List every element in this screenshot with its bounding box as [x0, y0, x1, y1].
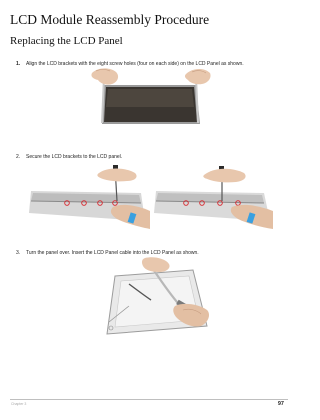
step-text: Turn the panel over. Insert the LCD Panel cable into the LCD Panel as shown.	[26, 250, 199, 256]
footer-chapter: Chapter 3	[11, 402, 27, 406]
step-text: Secure the LCD brackets to the LCD panel.	[26, 154, 123, 160]
step-text: Align the LCD brackets with the eight screw holes (four on each side) on the LCD Panel as shown.	[26, 61, 244, 67]
photo-insert-cable	[89, 256, 211, 337]
page-number: 97	[277, 401, 284, 407]
step-number: 3.	[16, 250, 21, 256]
section-title: Replacing the LCD Panel	[10, 35, 123, 47]
photo-secure-brackets-right	[152, 163, 273, 230]
step-number: 1.	[16, 61, 21, 67]
step-number: 2.	[16, 154, 21, 160]
footer-divider	[10, 399, 288, 400]
photo-secure-brackets-left	[29, 163, 150, 230]
photo-align-brackets	[90, 67, 212, 146]
page-title: LCD Module Reassembly Procedure	[10, 12, 210, 27]
step-2	[16, 154, 286, 160]
